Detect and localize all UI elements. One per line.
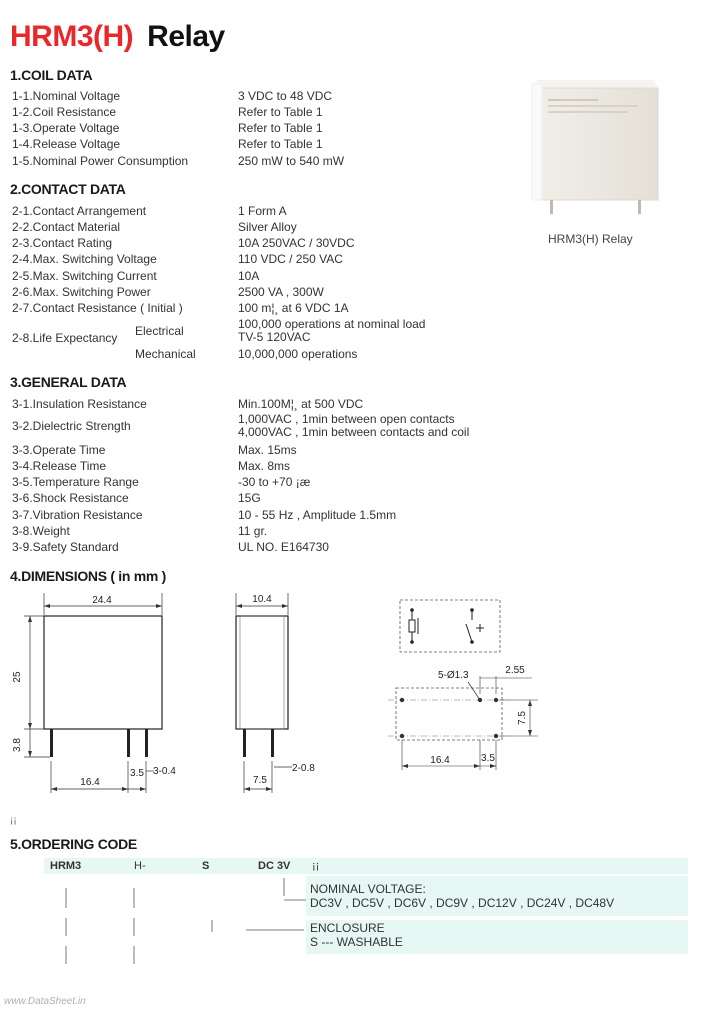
row-label: 2-5.Max. Switching Current <box>12 269 157 283</box>
pcb-offset-label: 2.55 <box>505 665 525 676</box>
nominal-voltage-title: NOMINAL VOLTAGE: <box>310 882 426 896</box>
dimensions-note: ¡¡ <box>10 815 17 826</box>
life-electrical-value-line1: 100,000 operations at nominal load <box>238 317 426 331</box>
dielectric-value-line1: 1,000VAC , 1min between open contacts <box>238 412 455 426</box>
row-label: 2-7.Contact Resistance ( Initial ) <box>12 301 183 315</box>
row-value: Max. 15ms <box>238 443 297 457</box>
table-row <box>0 284 520 300</box>
life-expectancy-label: 2-8.Life Expectancy <box>12 331 118 345</box>
row-value: 250 mW to 540 mW <box>238 154 345 168</box>
table-row <box>0 507 520 523</box>
life-electrical-value <box>238 318 425 344</box>
row-label: 3-7.Vibration Resistance <box>12 508 143 522</box>
row-value: 100 m¦¸ at 6 VDC 1A <box>238 301 349 315</box>
table-row <box>0 120 520 136</box>
life-electrical-value-line2: TV-5 120VAC <box>238 330 311 344</box>
table-row <box>0 442 520 458</box>
row-label: 3-9.Safety Standard <box>12 540 119 554</box>
row-value: UL NO. E164730 <box>238 540 329 554</box>
contact-data-heading: 2.CONTACT DATA <box>10 181 126 197</box>
front-pin-width-label: 3-0.4 <box>153 766 176 777</box>
row-value: 15G <box>238 491 261 505</box>
code-trailing: ¡¡ <box>312 860 320 872</box>
front-pin-gap-label: 3.5 <box>130 768 144 779</box>
row-label: 1-4.Release Voltage <box>12 137 121 151</box>
side-pin-span-label: 7.5 <box>253 775 267 786</box>
row-label: 3-5.Temperature Range <box>12 475 139 489</box>
title-part-number: HRM3(H) <box>10 20 134 53</box>
row-label: 3-8.Weight <box>12 524 70 538</box>
pcb-holes-label: 5-Ø1.3 <box>438 670 469 681</box>
dielectric-label: 3-2.Dielectric Strength <box>12 419 131 433</box>
contact-switch-symbol <box>466 624 472 642</box>
row-label: 1-2.Coil Resistance <box>12 105 117 119</box>
side-width-label: 10.4 <box>252 594 272 605</box>
life-electrical-label: Electrical <box>135 324 184 338</box>
row-value: 10A <box>238 269 260 283</box>
row-value: Refer to Table 1 <box>238 105 323 119</box>
table-row <box>0 523 520 539</box>
row-value: 11 gr. <box>238 524 268 538</box>
row-value: -30 to +70 ¡æ <box>238 475 311 489</box>
table-row <box>0 474 520 490</box>
row-label: 2-3.Contact Rating <box>12 236 113 250</box>
page-title <box>10 20 225 54</box>
ordering-code-heading: 5.ORDERING CODE <box>10 836 137 852</box>
row-value: 10A 250VAC / 30VDC <box>238 236 355 250</box>
enclosure-value: S --- WASHABLE <box>310 935 403 949</box>
table-row <box>0 251 520 267</box>
code-voltage: DC 3V <box>258 860 291 872</box>
row-label: 1-1.Nominal Voltage <box>12 89 121 103</box>
dielectric-value-line2: 4,000VAC , 1min between contacts and coil <box>238 425 470 439</box>
table-row <box>0 490 520 506</box>
row-value: Silver Alloy <box>238 220 297 234</box>
table-row <box>0 539 520 555</box>
title-product-type: Relay <box>147 20 225 53</box>
table-row <box>0 458 520 474</box>
row-value: Refer to Table 1 <box>238 137 323 151</box>
pcb-gap-x-label: 3.5 <box>481 753 495 764</box>
code-enclosure: S <box>202 860 210 872</box>
table-row <box>0 396 520 412</box>
front-width-label: 24.4 <box>92 595 112 606</box>
dimensions-heading: 4.DIMENSIONS ( in mm ) <box>10 568 166 584</box>
row-label: 2-2.Contact Material <box>12 220 121 234</box>
row-value: 1 Form A <box>238 204 287 218</box>
front-height-label: 25 <box>12 671 23 683</box>
table-row <box>0 235 520 251</box>
row-value: Refer to Table 1 <box>238 121 323 135</box>
pcb-layout-drawing <box>380 590 550 780</box>
row-value: 110 VDC / 250 VAC <box>238 252 343 266</box>
front-view-drawing <box>10 585 200 800</box>
relay-photo-caption: HRM3(H) Relay <box>548 232 633 246</box>
dielectric-value <box>238 413 469 439</box>
table-row <box>0 300 520 316</box>
row-value: 10 - 55 Hz , Amplitude 1.5mm <box>238 508 397 522</box>
row-label: 3-6.Shock Resistance <box>12 491 129 505</box>
row-value: Min.100M¦¸ at 500 VDC <box>238 397 364 411</box>
life-mechanical-value: 10,000,000 operations <box>238 347 358 361</box>
table-row <box>0 153 520 169</box>
row-label: 3-1.Insulation Resistance <box>12 397 147 411</box>
row-value: 2500 VA , 300W <box>238 285 324 299</box>
coil-data-heading: 1.COIL DATA <box>10 67 93 83</box>
table-row <box>0 268 520 284</box>
pcb-span-x-label: 16.4 <box>430 755 450 766</box>
row-value: Max. 8ms <box>238 459 291 473</box>
row-value: 3 VDC to 48 VDC <box>238 89 333 103</box>
relay-photo <box>528 70 668 220</box>
nominal-voltage-values: DC3V , DC5V , DC6V , DC9V , DC12V , DC24V , DC48V <box>310 896 615 910</box>
table-row <box>0 88 520 104</box>
code-type: H- <box>134 860 146 872</box>
code-series: HRM3 <box>50 860 82 872</box>
side-pin-width-label: 2-0.8 <box>292 763 315 774</box>
row-label: 3-4.Release Time <box>12 459 107 473</box>
general-data-heading: 3.GENERAL DATA <box>10 374 127 390</box>
ordering-code-connectors <box>0 874 320 969</box>
life-mechanical-label: Mechanical <box>135 347 196 361</box>
table-row <box>0 104 520 120</box>
table-row <box>0 136 520 152</box>
table-row <box>0 203 520 219</box>
enclosure-title: ENCLOSURE <box>310 921 385 935</box>
row-label: 2-4.Max. Switching Voltage <box>12 252 157 266</box>
footer-watermark: www.DataSheet.in <box>4 996 86 1007</box>
row-label: 3-3.Operate Time <box>12 443 106 457</box>
side-view-drawing <box>222 585 332 800</box>
row-label: 2-6.Max. Switching Power <box>12 285 151 299</box>
row-label: 2-1.Contact Arrangement <box>12 204 147 218</box>
coil-symbol <box>409 620 415 632</box>
row-label: 1-3.Operate Voltage <box>12 121 120 135</box>
table-row <box>0 219 520 235</box>
front-pin-length-label: 3.8 <box>12 738 23 752</box>
row-label: 1-5.Nominal Power Consumption <box>12 154 189 168</box>
front-pin-span-label: 16.4 <box>80 777 100 788</box>
pcb-span-y-label: 7.5 <box>517 711 528 725</box>
